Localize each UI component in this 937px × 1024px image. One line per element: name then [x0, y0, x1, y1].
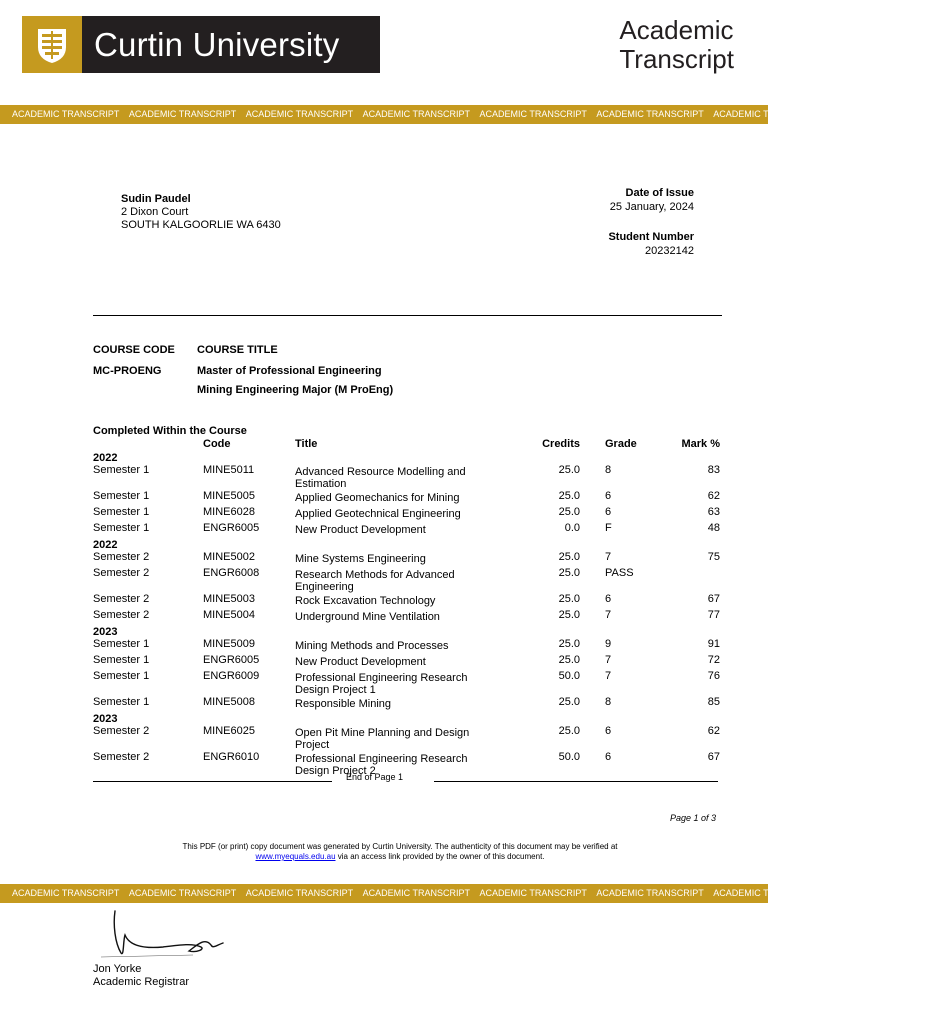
semester-cell: Semester 2 [93, 567, 150, 579]
crest-icon [22, 16, 82, 73]
unit-code-cell: ENGR6008 [203, 567, 260, 579]
banner-text: ACADEMIC TRANSCRIPT [245, 109, 354, 119]
table-row [93, 464, 723, 490]
semester-cell: Semester 2 [93, 551, 150, 563]
banner-text: ACADEMIC TRANSCRIPT [596, 109, 704, 119]
unit-title-cell: Professional Engineering Research Design Project 2 [295, 753, 468, 777]
header-title: Title [295, 438, 318, 450]
recipient-name: Sudin Paudel [121, 193, 191, 205]
header-grade: Grade [605, 438, 637, 450]
unit-title-cell: New Product Development [295, 524, 426, 536]
unit-title-cell: Research Methods for Advanced Engineering [295, 569, 455, 593]
credits-cell: 25.0 [558, 654, 580, 666]
note-line1: This PDF (or print) copy document was generated by Curtin University. The authenticity of this document may be verified at [182, 842, 618, 851]
year-heading: 2022 [93, 539, 118, 551]
course-code: MC-PROENG [93, 365, 162, 377]
credits-cell: 25.0 [558, 506, 580, 518]
unit-title-cell: Responsible Mining [295, 698, 391, 710]
banner-text: ACADEMIC TRANSCRIPT [245, 888, 354, 898]
banner-text: ACADEMIC TRANSCRIPT [12, 888, 120, 898]
course-title: Master of Professional Engineering [197, 365, 382, 377]
mark-cell: 75 [707, 551, 720, 563]
credits-cell: 50.0 [558, 670, 580, 682]
semester-cell: Semester 1 [93, 464, 150, 476]
authenticity-note [0, 842, 800, 862]
date-of-issue-value: 25 January, 2024 [609, 201, 694, 213]
unit-code-cell: MINE5008 [203, 696, 255, 708]
semester-cell: Semester 2 [93, 725, 150, 737]
banner-text: ACADEMIC TRANSCRIPT [362, 109, 470, 119]
section-title: Completed Within the Course [93, 425, 247, 437]
university-logo [22, 16, 380, 73]
table-row [93, 593, 723, 609]
year-heading: 2022 [93, 452, 118, 464]
table-row [93, 638, 723, 654]
mark-cell: 48 [707, 522, 720, 534]
document-title-line2: Transcript [619, 44, 734, 74]
grade-cell: 9 [605, 638, 612, 650]
unit-title-cell: Applied Geomechanics for Mining [295, 492, 460, 504]
credits-cell: 25.0 [558, 638, 580, 650]
semester-cell: Semester 1 [93, 654, 150, 666]
grade-cell: 6 [605, 751, 612, 763]
recipient-address [121, 193, 281, 232]
grade-cell: 7 [605, 551, 612, 563]
grade-cell: 7 [605, 670, 612, 682]
grade-cell: 8 [605, 464, 612, 476]
unit-title-cell: Advanced Resource Modelling and Estimation [295, 466, 466, 490]
unit-code-cell: ENGR6005 [203, 522, 260, 534]
credits-cell: 25.0 [558, 551, 580, 563]
institution-name: Curtin University [94, 26, 340, 63]
mark-cell: 62 [707, 725, 720, 737]
unit-code-cell: MINE5011 [203, 464, 255, 476]
unit-code-cell: ENGR6010 [203, 751, 260, 763]
verification-link[interactable]: www.myequals.edu.au [255, 852, 336, 861]
issue-info [608, 186, 694, 258]
banner-text: ACADEMIC TRANSCRIPT [830, 888, 937, 898]
bottom-banner [0, 884, 937, 903]
mark-cell: 83 [707, 464, 720, 476]
table-row [93, 490, 723, 506]
semester-cell: Semester 1 [93, 506, 150, 518]
divider [93, 315, 722, 316]
header-credits: Credits [542, 438, 580, 450]
grade-cell: 8 [605, 696, 612, 708]
course-code-header: COURSE CODE [93, 344, 175, 356]
signature [93, 905, 233, 970]
year-heading: 2023 [93, 713, 118, 725]
credits-cell: 25.0 [558, 725, 580, 737]
credits-cell: 25.0 [558, 696, 580, 708]
credits-cell: 25.0 [558, 609, 580, 621]
unit-title-cell: Mining Methods and Processes [295, 640, 449, 652]
header-mark: Mark % [681, 438, 720, 450]
banner-text: ACADEMIC TRANSCRIPT [830, 109, 937, 119]
unit-code-cell: MINE5004 [203, 609, 255, 621]
document-title-line1: Academic [619, 15, 734, 45]
banner-text: ACADEMIC TRANSCRIPT [362, 888, 470, 898]
mark-cell: 85 [707, 696, 720, 708]
unit-title-cell: Mine Systems Engineering [295, 553, 426, 565]
date-of-issue-label: Date of Issue [625, 187, 694, 199]
end-of-page-rule-left [93, 781, 332, 782]
document-title [619, 16, 734, 74]
course-major: Mining Engineering Major (M ProEng) [197, 384, 394, 396]
grade-cell: PASS [605, 567, 634, 579]
banner-text: ACADEMIC TRANSCRIPT [713, 109, 821, 119]
unit-code-cell: MINE5002 [203, 551, 255, 563]
mark-cell: 72 [707, 654, 720, 666]
unit-code-cell: ENGR6005 [203, 654, 260, 666]
year-heading: 2023 [93, 626, 118, 638]
unit-title-cell: Professional Engineering Research Design Project 1 [295, 672, 468, 696]
table-row [93, 522, 723, 538]
results-table [93, 424, 723, 777]
grade-cell: 6 [605, 490, 612, 502]
credits-cell: 0.0 [564, 522, 580, 534]
semester-cell: Semester 2 [93, 609, 150, 621]
banner-text: ACADEMIC TRANSCRIPT [128, 109, 237, 119]
unit-title-cell: Open Pit Mine Planning and Design Project [295, 727, 470, 751]
grade-cell: 6 [605, 506, 612, 518]
student-number-label: Student Number [608, 231, 694, 243]
grade-cell: 7 [605, 609, 612, 621]
signatory-name: Jon Yorke [93, 963, 142, 975]
table-header [93, 438, 723, 451]
credits-cell: 25.0 [558, 490, 580, 502]
mark-cell: 91 [707, 638, 720, 650]
signatory-title: Academic Registrar [93, 976, 189, 988]
unit-code-cell: MINE6025 [203, 725, 255, 737]
grade-cell: F [605, 522, 612, 534]
page-number: Page 1 of 3 [669, 813, 716, 823]
semester-cell: Semester 2 [93, 593, 150, 605]
banner-text: ACADEMIC TRANSCRIPT [596, 888, 704, 898]
mark-cell: 63 [707, 506, 720, 518]
end-of-page-rule-right [434, 781, 718, 782]
credits-cell: 25.0 [558, 593, 580, 605]
table-row [93, 506, 723, 522]
mark-cell: 76 [707, 670, 720, 682]
table-row [93, 696, 723, 712]
table-row [93, 551, 723, 567]
semester-cell: Semester 1 [93, 490, 150, 502]
address-line1: 2 Dixon Court [121, 206, 189, 218]
grade-cell: 6 [605, 593, 612, 605]
credits-cell: 25.0 [558, 567, 580, 579]
unit-title-cell: Underground Mine Ventilation [295, 611, 440, 623]
table-row [93, 567, 723, 593]
unit-title-cell: New Product Development [295, 656, 426, 668]
semester-cell: Semester 1 [93, 638, 150, 650]
semester-cell: Semester 1 [93, 696, 150, 708]
mark-cell: 67 [707, 751, 720, 763]
address-line2: SOUTH KALGOORLIE WA 6430 [121, 219, 281, 231]
banner-text: ACADEMIC TRANSCRIPT [128, 888, 237, 898]
table-row [93, 751, 723, 777]
note-line2: via an access link provided by the owner of this document. [335, 852, 545, 861]
student-number-value: 20232142 [645, 245, 694, 257]
table-row [93, 670, 723, 696]
unit-code-cell: MINE6028 [203, 506, 255, 518]
mark-cell: 62 [707, 490, 720, 502]
banner-text: ACADEMIC TRANSCRIPT [12, 109, 120, 119]
unit-code-cell: MINE5009 [203, 638, 255, 650]
grade-cell: 6 [605, 725, 612, 737]
end-of-page: End of Page 1 [346, 772, 404, 782]
unit-code-cell: ENGR6009 [203, 670, 260, 682]
banner-text: ACADEMIC TRANSCRIPT [479, 888, 587, 898]
unit-code-cell: MINE5003 [203, 593, 255, 605]
unit-title-cell: Rock Excavation Technology [295, 595, 436, 607]
credits-cell: 50.0 [558, 751, 580, 763]
header-code: Code [203, 438, 231, 450]
semester-cell: Semester 1 [93, 522, 150, 534]
unit-title-cell: Applied Geotechnical Engineering [295, 508, 461, 520]
credits-cell: 25.0 [558, 464, 580, 476]
semester-cell: Semester 2 [93, 751, 150, 763]
signatory [93, 963, 189, 989]
top-banner [0, 105, 937, 124]
course-title-header: COURSE TITLE [197, 344, 278, 356]
banner-text: ACADEMIC TRANSCRIPT [713, 888, 821, 898]
mark-cell: 77 [707, 609, 720, 621]
table-row [93, 609, 723, 625]
table-row [93, 654, 723, 670]
mark-cell: 67 [707, 593, 720, 605]
banner-text: ACADEMIC TRANSCRIPT [479, 109, 587, 119]
grade-cell: 7 [605, 654, 612, 666]
semester-cell: Semester 1 [93, 670, 150, 682]
table-row [93, 725, 723, 751]
unit-code-cell: MINE5005 [203, 490, 255, 502]
result-groups [93, 452, 723, 777]
